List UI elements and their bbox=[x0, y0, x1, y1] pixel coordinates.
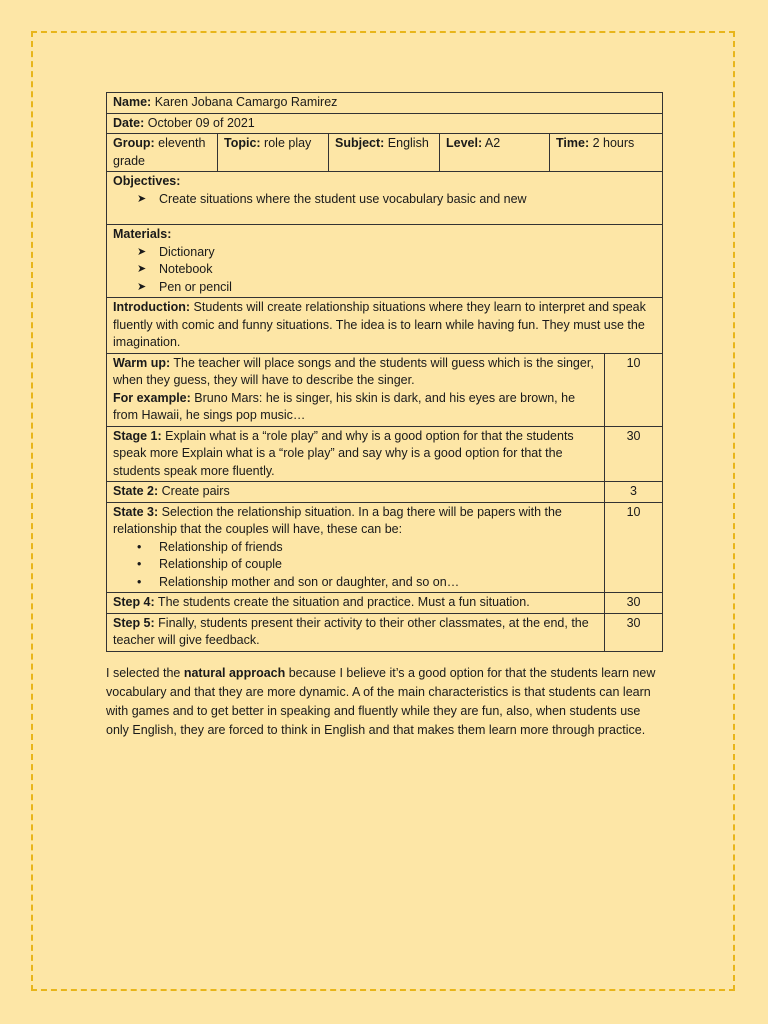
state3-list bbox=[113, 539, 598, 592]
paragraph-rest: because I believe it’s a good option for that the students learn new vocabulary and that they are more dynamic. A of the main characteristics is that students can learn with games and to get better in speaking and fluently while they are fun, also, when students use only English, they are forced to think in English and that makes them learn more through practice. bbox=[106, 665, 656, 737]
state2-row bbox=[107, 482, 663, 503]
objectives-row bbox=[107, 172, 663, 225]
materials-row bbox=[107, 225, 663, 298]
warmup-minutes: 10 bbox=[605, 353, 663, 426]
step5-text: Finally, students present their activity to their other classmates, at the end, the teacher will give feedback. bbox=[113, 615, 589, 647]
group-value: eleventh grade bbox=[113, 136, 206, 168]
date-value: October 09 of 2021 bbox=[144, 115, 255, 130]
list-item: • Relationship of friends bbox=[159, 539, 598, 557]
stage1-label: Stage 1: bbox=[113, 428, 162, 443]
date-row bbox=[107, 113, 663, 134]
warmup-row bbox=[107, 353, 663, 426]
example-text: Bruno Mars: he is singer, his skin is dark, and his eyes are brown, he from Hawaii, he sings pop music… bbox=[113, 390, 576, 422]
name-row bbox=[107, 93, 663, 114]
step4-label: Step 4: bbox=[113, 595, 155, 609]
stage1-row bbox=[107, 426, 663, 482]
step4-row bbox=[107, 593, 663, 614]
time-value: 2 hours bbox=[589, 136, 635, 150]
subject-label: Subject: bbox=[335, 136, 385, 150]
level-label: Level: bbox=[446, 136, 483, 150]
list-item: ➤ Create situations where the student use vocabulary basic and new bbox=[159, 191, 656, 209]
introduction-text: Students will create relationship situations where they learn to interpret and speak fluently with comic and funny situations. The idea is to learn while having fun. They must use the imagination. bbox=[113, 300, 646, 349]
state3-label: State 3: bbox=[113, 504, 159, 519]
example-label: For example: bbox=[113, 390, 191, 405]
state2-minutes: 3 bbox=[605, 482, 663, 503]
warmup-label: Warm up: bbox=[113, 355, 171, 370]
objectives-list bbox=[113, 191, 656, 209]
materials-label: Materials: bbox=[113, 227, 172, 241]
lesson-plan-table bbox=[106, 92, 663, 652]
step5-minutes: 30 bbox=[605, 613, 663, 651]
step4-text: The students create the situation and practice. Must a fun situation. bbox=[154, 595, 530, 609]
subject-value: English bbox=[384, 136, 429, 150]
info-row bbox=[107, 134, 663, 172]
warmup-text: The teacher will place songs and the students will guess which is the singer, when they guess, they will have to describe the singer. bbox=[113, 355, 594, 387]
step4-minutes: 30 bbox=[605, 593, 663, 614]
topic-label: Topic: bbox=[224, 136, 261, 150]
introduction-label: Introduction: bbox=[113, 300, 191, 314]
time-label: Time: bbox=[556, 136, 590, 150]
name-label: Name: bbox=[113, 95, 152, 109]
paragraph-bold: natural approach bbox=[183, 665, 286, 680]
list-item: • Relationship of couple bbox=[159, 556, 598, 574]
approach-paragraph bbox=[106, 664, 662, 740]
objectives-label: Objectives: bbox=[113, 174, 181, 188]
state3-text: Selection the relationship situation. In a bag there will be papers with the relationship that the couples will have, these can be: bbox=[113, 504, 562, 536]
topic-value: role play bbox=[260, 136, 312, 150]
list-item: ➤ Pen or pencil bbox=[159, 279, 656, 297]
name-value: Karen Jobana Camargo Ramirez bbox=[151, 95, 338, 109]
state2-label: State 2: bbox=[113, 484, 159, 498]
paragraph-start: I selected the bbox=[106, 665, 184, 680]
step5-label: Step 5: bbox=[113, 615, 155, 630]
group-label: Group: bbox=[113, 136, 155, 150]
introduction-row bbox=[107, 298, 663, 354]
list-item: ➤ Notebook bbox=[159, 261, 656, 279]
materials-list bbox=[113, 244, 656, 297]
state3-minutes: 10 bbox=[605, 502, 663, 593]
step5-row bbox=[107, 613, 663, 651]
state3-row bbox=[107, 502, 663, 593]
stage1-minutes: 30 bbox=[605, 426, 663, 482]
stage1-text: Explain what is a “role play” and why is a good option for that the students speak more Explain what is a “role play” and say why is a good option for that the students speak more fluently. bbox=[113, 428, 574, 478]
list-item: ➤ Dictionary bbox=[159, 244, 656, 262]
state2-text: Create pairs bbox=[158, 484, 230, 498]
date-label: Date: bbox=[113, 115, 145, 130]
level-value: A2 bbox=[482, 136, 501, 150]
list-item: • Relationship mother and son or daughter, and so on… bbox=[159, 574, 598, 592]
